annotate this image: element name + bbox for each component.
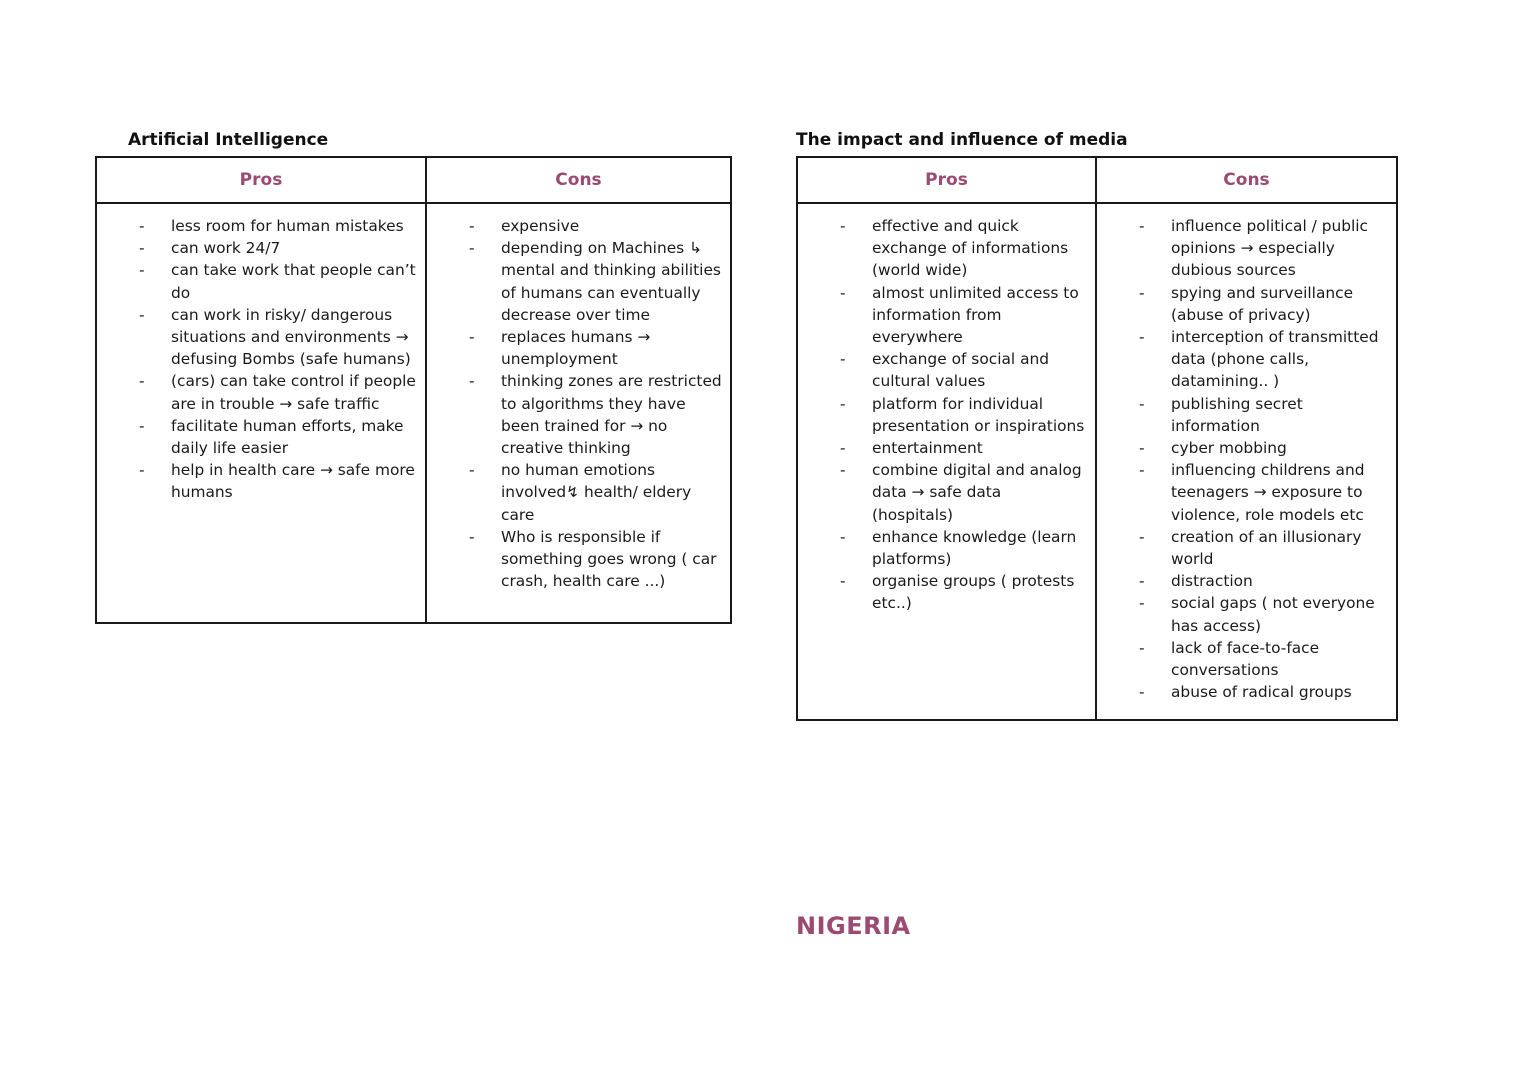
list-item: - abuse of radical groups [1171,681,1388,703]
media-section-title: The impact and influence of media [796,130,1128,150]
media-cons-cell [1096,203,1397,720]
list-item: - exchange of social and cultural values [872,348,1087,392]
list-item: - interception of transmitted data (phone calls, datamining.. ) [1171,326,1388,393]
list-item: - social gaps ( not everyone has access) [1171,592,1388,636]
ai-pros-cons-table [95,156,732,624]
media-cons-header: Cons [1096,157,1397,203]
list-item: - entertainment [872,437,1087,459]
list-item: - platform for individual presentation or inspirations [872,393,1087,437]
list-item: - almost unlimited access to information from everywhere [872,282,1087,349]
list-item: - can take work that people can’t do [171,259,417,303]
list-item: - spying and surveillance (abuse of privacy) [1171,282,1388,326]
list-item: - thinking zones are restricted to algorithms they have been trained for → no creative thinking [501,370,722,459]
media-pros-cell [797,203,1096,720]
list-item: - facilitate human efforts, make daily life easier [171,415,417,459]
media-pros-list [798,204,1095,631]
media-pros-cons-table [796,156,1398,721]
media-pros-header: Pros [797,157,1096,203]
list-item: - expensive [501,215,722,237]
list-item: - depending on Machines ↳ mental and thinking abilities of humans can eventually decrease over time [501,237,722,326]
ai-pros-cell [96,203,426,623]
list-item: - influence political / public opinions → especially dubious sources [1171,215,1388,282]
media-cons-list [1097,204,1396,719]
list-item: - less room for human mistakes [171,215,417,237]
list-item: - creation of an illusionary world [1171,526,1388,570]
list-item: - enhance knowledge (learn platforms) [872,526,1087,570]
list-item: - can work 24/7 [171,237,417,259]
list-item: - publishing secret information [1171,393,1388,437]
ai-cons-list [427,204,730,608]
ai-section-title: Artificial Intelligence [128,130,329,150]
list-item: - Who is responsible if something goes wrong ( car crash, health care ...) [501,526,722,593]
list-item: - influencing childrens and teenagers → exposure to violence, role models etc [1171,459,1388,526]
list-item: - can work in risky/ dangerous situations and environments → defusing Bombs (safe humans) [171,304,417,371]
ai-cons-header: Cons [426,157,731,203]
ai-pros-header: Pros [96,157,426,203]
list-item: - (cars) can take control if people are in trouble → safe traffic [171,370,417,414]
list-item: - help in health care → safe more humans [171,459,417,503]
list-item: - effective and quick exchange of informations (world wide) [872,215,1087,282]
list-item: - no human emotions involved↯ health/ eldery care [501,459,722,526]
nigeria-watermark: NIGERIA [796,912,911,940]
list-item: - distraction [1171,570,1388,592]
ai-cons-cell [426,203,731,623]
list-item: - organise groups ( protests etc..) [872,570,1087,614]
list-item: - lack of face-to-face conversations [1171,637,1388,681]
list-item: - cyber mobbing [1171,437,1388,459]
list-item: - combine digital and analog data → safe data (hospitals) [872,459,1087,526]
list-item: - replaces humans → unemployment [501,326,722,370]
ai-pros-list [97,204,425,520]
